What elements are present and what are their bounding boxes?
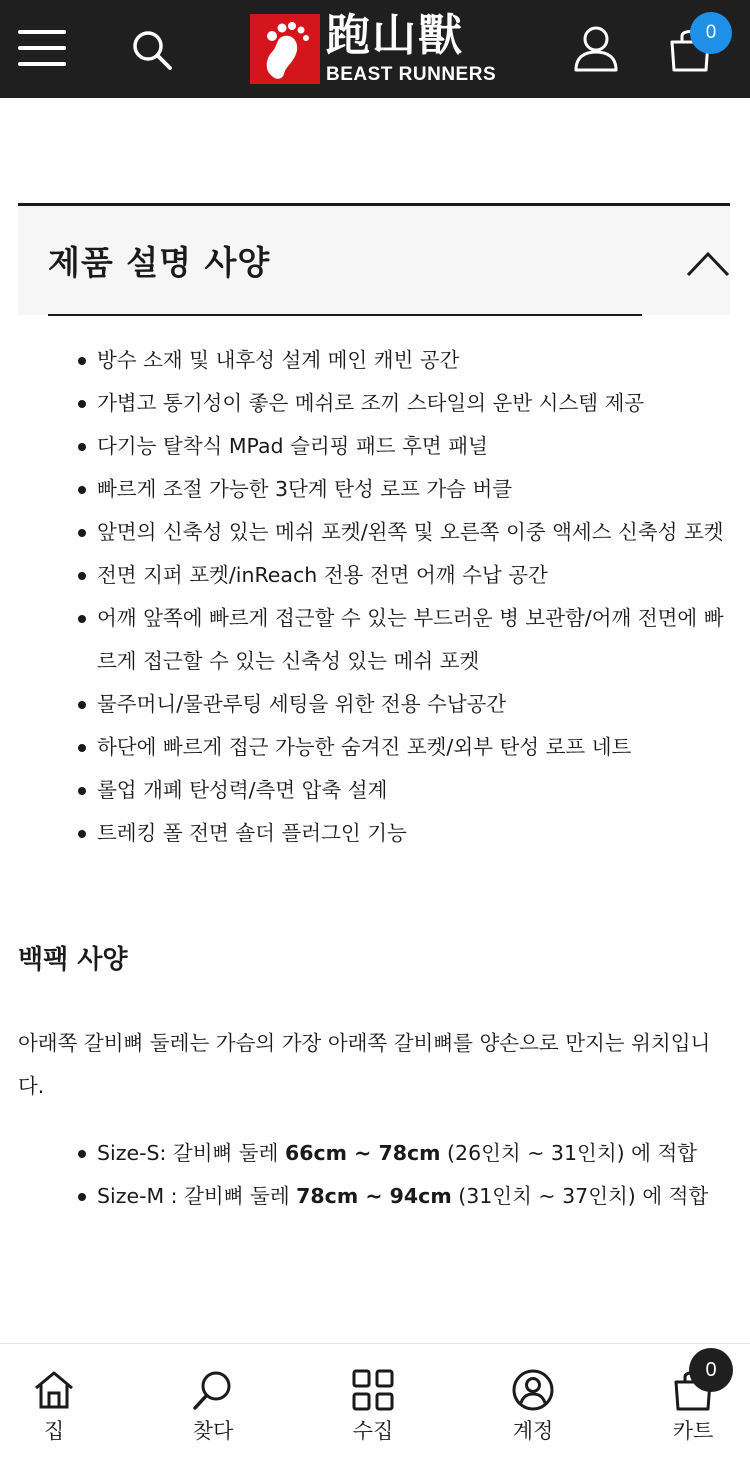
list-item: 전면 지퍼 포켓/inReach 전용 전면 어깨 수납 공간 (0, 554, 750, 597)
menu-icon[interactable] (18, 28, 68, 68)
nav-account-label: 계정 (512, 1419, 554, 1443)
size-item-s (0, 1132, 750, 1175)
size-suffix: (26인치 ~ 31인치) 에 적합 (440, 1141, 698, 1165)
size-list (0, 1132, 750, 1218)
list-item: 빠르게 조절 가능한 3단계 탄성 로프 가슴 버클 (0, 468, 750, 511)
account-icon[interactable] (572, 24, 620, 74)
chevron-up-icon[interactable] (686, 250, 730, 278)
home-icon (32, 1368, 76, 1412)
bottom-navigation (0, 1343, 750, 1463)
nav-collections-label: 수집 (352, 1419, 394, 1443)
grid-icon (351, 1368, 395, 1412)
search-icon[interactable] (130, 28, 174, 72)
size-range: 66cm ~ 78cm (284, 1141, 441, 1165)
list-item: 앞면의 신축성 있는 메쉬 포켓/왼쪽 및 오른쪽 이중 액세스 신축성 포켓 (0, 511, 750, 554)
list-item: 다기능 탈착식 MPad 슬리핑 패드 후면 패널 (0, 425, 750, 468)
size-range: 78cm ~ 94cm (296, 1184, 452, 1208)
account-icon (511, 1368, 555, 1412)
nav-home-label: 집 (43, 1419, 65, 1443)
top-header (0, 0, 750, 98)
product-description-accordion[interactable] (18, 203, 730, 315)
size-prefix: Size-S: 갈비뼈 둘레 (97, 1141, 285, 1165)
footprint-logo-icon (250, 14, 320, 84)
feature-list (0, 339, 750, 855)
list-item: 트레킹 폴 전면 숄더 플러그인 기능 (0, 812, 750, 855)
nav-account[interactable] (458, 1344, 608, 1463)
nav-cart-label: 카트 (672, 1419, 714, 1443)
cart-count-badge: 0 (690, 12, 732, 54)
logo-chinese-text: 跑山獸 (326, 10, 464, 61)
search-icon (191, 1368, 235, 1412)
accordion-title: 제품 설명 사양 (48, 243, 271, 282)
brand-logo[interactable] (250, 10, 500, 86)
size-item-m (0, 1175, 750, 1218)
list-item: 물주머니/물관루팅 세팅을 위한 전용 수납공간 (0, 683, 750, 726)
divider (48, 314, 642, 316)
list-item: 가볍고 통기성이 좋은 메쉬로 조끼 스타일의 운반 시스템 제공 (0, 382, 750, 425)
list-item: 방수 소재 및 내후성 설계 메인 캐빈 공간 (0, 339, 750, 382)
nav-cart-count-badge: 0 (689, 1348, 733, 1392)
size-suffix: (31인치 ~ 37인치) 에 적합 (451, 1184, 709, 1208)
rib-measure-paragraph: 아래쪽 갈비뼈 둘레는 가슴의 가장 아래쪽 갈비뼈를 양손으로 만지는 위치입니다. (18, 1031, 711, 1098)
list-item: 롤업 개폐 탄성력/측면 압축 설계 (0, 769, 750, 812)
backpack-specs-heading: 백팩 사양 (18, 945, 128, 975)
nav-home[interactable] (0, 1344, 129, 1463)
list-item: 하단에 빠르게 접근 가능한 숨겨진 포켓/외부 탄성 로프 네트 (0, 726, 750, 769)
size-prefix: Size-M : 갈비뼈 둘레 (97, 1184, 297, 1208)
nav-search[interactable] (138, 1344, 288, 1463)
list-item: 어깨 앞쪽에 빠르게 접근할 수 있는 부드러운 병 보관함/어깨 전면에 빠르게 접근할 수 있는 신축성 있는 메쉬 포켓 (0, 597, 750, 683)
nav-collections[interactable] (298, 1344, 448, 1463)
nav-search-label: 찾다 (192, 1419, 234, 1443)
logo-english-text: BEAST RUNNERS (326, 64, 497, 85)
